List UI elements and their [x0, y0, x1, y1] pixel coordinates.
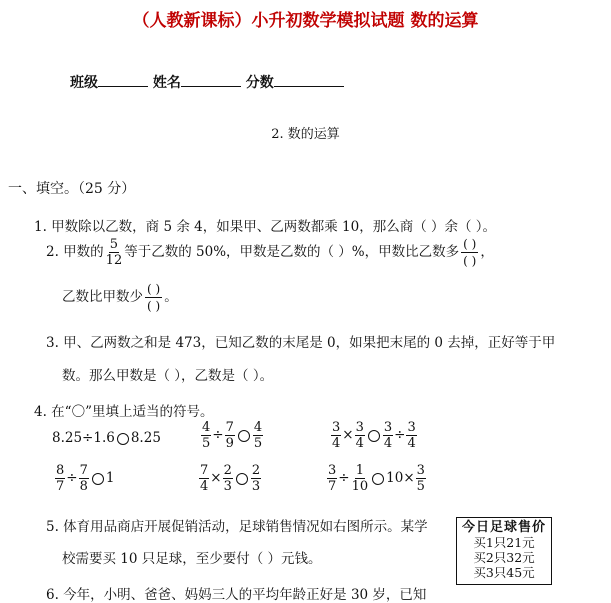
price-row: 买2只32元: [473, 550, 535, 565]
price-row: 买3只45元: [473, 565, 535, 580]
notice-heading: 今日足球售价: [461, 520, 546, 535]
class-label: 班级: [70, 75, 98, 91]
question-4: 4. 在“〇”里填上适当的符号。: [34, 404, 214, 420]
answer-blank-fraction[interactable]: $\frac{( )}{( )}$: [463, 237, 477, 268]
circle-blank[interactable]: [238, 430, 250, 442]
question-2: 2. 甲数的 $\frac{5}{12}$ 等于乙数的 50%，甲数是乙数的（ ）%，甲数比乙数多 $\frac{( )}{( )}$ ，: [46, 237, 494, 268]
score-blank[interactable]: [274, 72, 344, 87]
compare-6: $\frac{3}{7}$ ÷ $\frac{1}{10}$ 10× $\frac{3}{5}$: [328, 463, 425, 494]
question-2-line2: 乙数比甲数少 $\frac{( )}{( )}$ 。: [62, 282, 178, 313]
price-row: 买1只21元: [473, 535, 535, 550]
question-3-line2: 数。那么甲数是（ ），乙数是（ ）。: [62, 368, 274, 384]
circle-blank[interactable]: [117, 433, 129, 445]
compare-2: $\frac{4}{5}$ ÷ $\frac{7}{9}$ $\frac{4}{5}$: [202, 420, 263, 451]
answer-blank-fraction[interactable]: $\frac{( )}{( )}$: [147, 282, 161, 313]
compare-3: $\frac{3}{4}$ × $\frac{3}{4}$ $\frac{3}{4}$ ÷ $\frac{3}{4}$: [332, 420, 416, 451]
price-notice-box: [456, 517, 552, 585]
page-title: （人教新课标）小升初数学模拟试题 数的运算: [132, 11, 479, 31]
name-label: 姓名: [152, 75, 181, 91]
circle-blank[interactable]: [368, 430, 380, 442]
question-1: 1. 甲数除以乙数，商 5 余 4，如果甲、乙两数都乘 10，那么商（ ）余（ ）。: [34, 219, 497, 235]
question-5-line2: 校需要买 10 只足球，至少要付（ ）元钱。: [62, 551, 322, 567]
question-5: 5. 体育用品商店开展促销活动，足球销售情况如右图所示。某学: [46, 519, 428, 535]
compare-1: 8.25÷1.6 8.25: [52, 430, 161, 446]
section-heading: 一、填空。（25 分）: [8, 181, 136, 197]
question-3: 3. 甲、乙两数之和是 473，已知乙数的末尾是 0，如果把末尾的 0 去掉，正好等于甲: [46, 335, 556, 351]
question-6: 6. 今年，小明、爸爸、妈妈三人的平均年龄正好是 30 岁，已知: [46, 587, 427, 603]
score-label: 分数: [245, 75, 274, 91]
section-subtitle: 2. 数的运算: [271, 127, 340, 142]
fraction: $\frac{5}{12}$: [105, 237, 123, 268]
name-blank[interactable]: [181, 72, 241, 87]
compare-5: $\frac{7}{4}$ × $\frac{2}{3}$ $\frac{2}{3}$: [200, 463, 261, 494]
student-info-row: [70, 72, 344, 92]
circle-blank[interactable]: [236, 473, 248, 485]
circle-blank[interactable]: [92, 473, 104, 485]
class-blank[interactable]: [98, 72, 148, 87]
compare-4: $\frac{8}{7}$ ÷ $\frac{7}{8}$ 1: [56, 463, 115, 494]
circle-blank[interactable]: [372, 473, 384, 485]
